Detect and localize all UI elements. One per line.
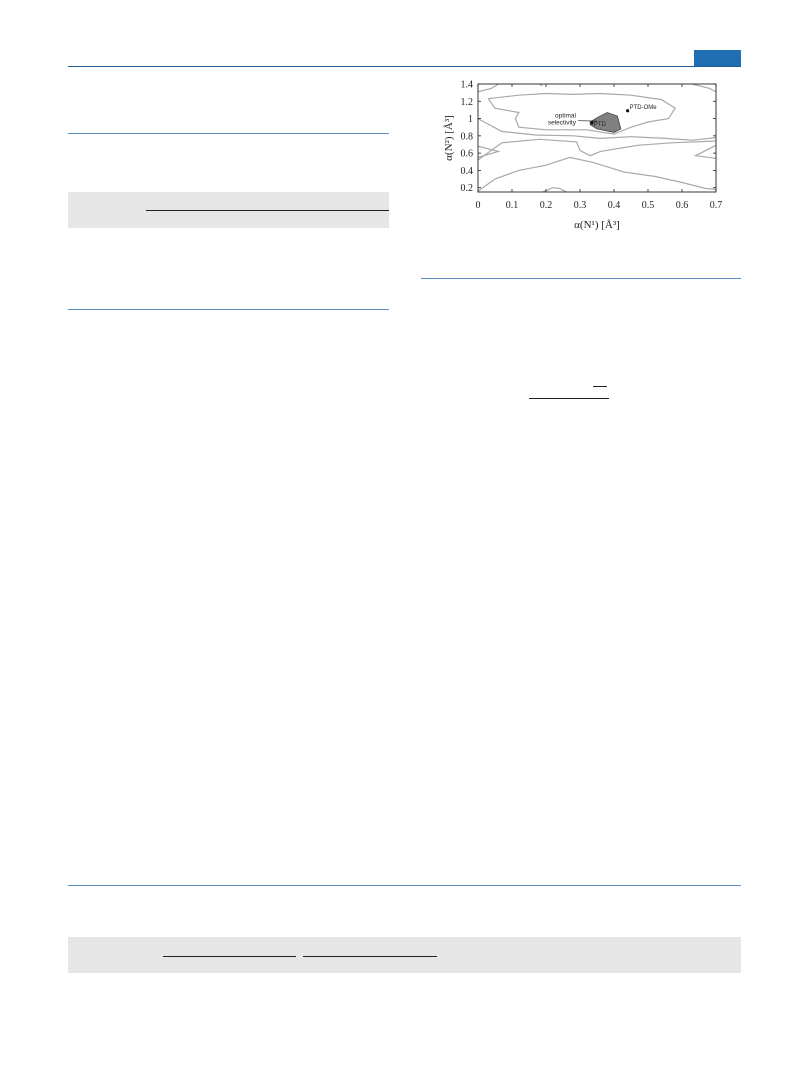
contour-line-4 (696, 145, 716, 158)
equation-block-wide (68, 937, 741, 973)
x-axis-label: α(N¹) [Å³] (574, 219, 620, 231)
fraction-bar-short (593, 386, 607, 387)
section-rule (421, 278, 741, 279)
data-point-label: PTD (593, 121, 606, 128)
region-label-line: selectivity (547, 119, 576, 127)
section-rule (68, 885, 741, 886)
contour-line-8 (692, 84, 716, 92)
x-tick-label: 0 (475, 200, 481, 211)
x-tick-label: 0.3 (573, 200, 587, 211)
contour-line-7 (478, 84, 498, 92)
contour-line-3 (478, 139, 716, 160)
y-tick-label: 1.4 (460, 79, 473, 91)
fraction-bar (146, 210, 389, 211)
x-tick-label: 0.6 (675, 200, 689, 211)
x-tick-label: 0.2 (539, 200, 553, 211)
y-axis-label: α(N²) [Å³] (443, 115, 455, 161)
fraction-bar (529, 398, 609, 399)
section-rule (68, 133, 389, 134)
y-tick-label: 1.2 (460, 96, 473, 108)
region-label-line: optimal (555, 112, 576, 120)
y-tick-label: 0.6 (460, 148, 473, 160)
contour-line-5 (478, 157, 716, 191)
y-tick-label: 1 (468, 114, 473, 126)
contour-figure (440, 76, 730, 246)
y-tick-label: 0.8 (460, 131, 473, 143)
x-tick-label: 0.5 (641, 200, 655, 211)
x-tick-label: 0.4 (607, 200, 621, 211)
fraction-bar (303, 956, 437, 957)
header-tab (694, 50, 741, 66)
data-point-label: PTD-OMe (629, 104, 657, 111)
x-tick-label: 0.7 (709, 200, 723, 211)
contour-plot (440, 76, 730, 246)
y-tick-label: 0.4 (460, 165, 473, 177)
y-tick-label: 0.2 (460, 183, 473, 195)
header-rule (68, 66, 741, 67)
contour-line-0 (488, 94, 675, 135)
x-tick-label: 0.1 (505, 200, 519, 211)
fraction-bar (163, 956, 296, 957)
section-rule (68, 309, 389, 310)
